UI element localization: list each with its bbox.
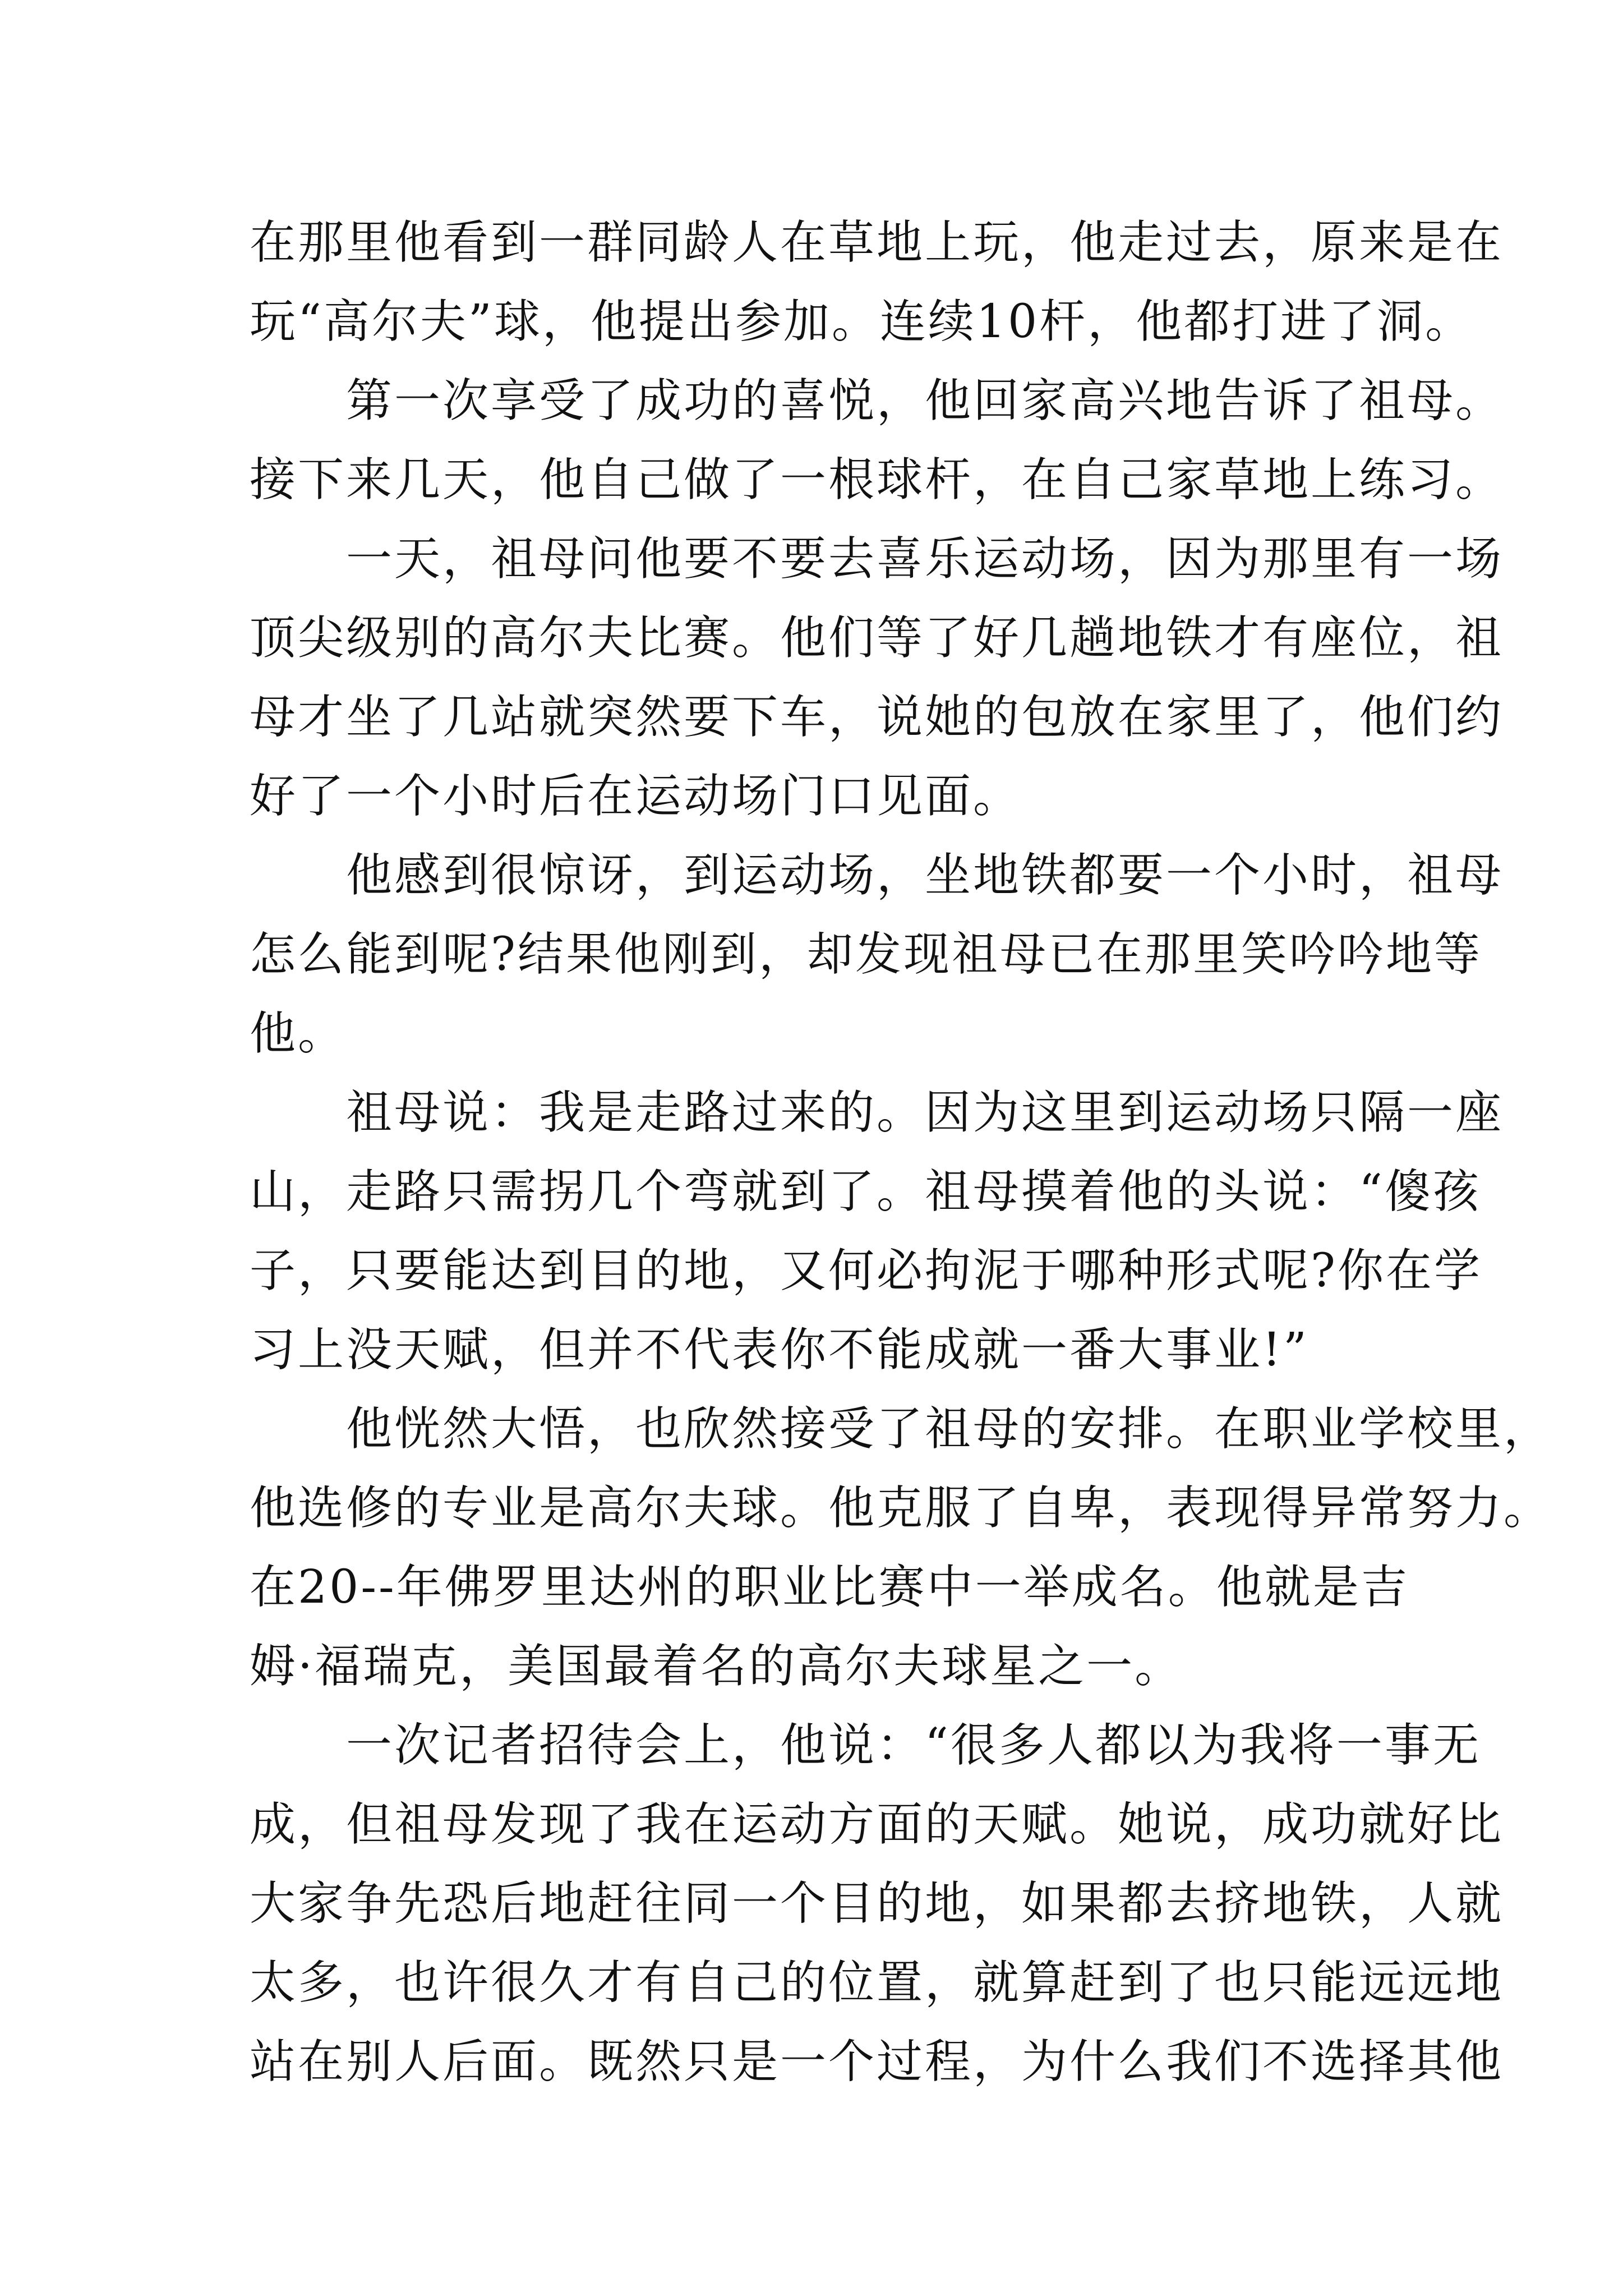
text-line: 玩“高尔夫”球，他提出参加。连续10杆，他都打进了洞。	[250, 295, 1474, 348]
text-line: 他恍然大悟，也欣然接受了祖母的安排。在职业学校里，	[250, 1402, 1552, 1456]
text-line: 在20--年佛罗里达州的职业比赛中一举成名。他就是吉	[250, 1561, 1409, 1614]
text-line: 他感到很惊讶，到运动场，坐地铁都要一个小时，祖母	[250, 849, 1504, 902]
text-line: 他选修的专业是高尔夫球。他克服了自卑，表现得异常努力。	[250, 1481, 1552, 1535]
text-line: 子，只要能达到目的地，又何必拘泥于哪种形式呢?你在学	[250, 1244, 1482, 1297]
text-line: 一天，祖母问他要不要去喜乐运动场，因为那里有一场	[250, 532, 1504, 586]
text-line: 好了一个小时后在运动场门口见面。	[250, 770, 1022, 823]
text-line: 祖母说：我是走路过来的。因为这里到运动场只隔一座	[250, 1086, 1504, 1139]
text-line: 在那里他看到一群同龄人在草地上玩，他走过去，原来是在	[250, 216, 1504, 269]
text-line: 成，但祖母发现了我在运动方面的天赋。她说，成功就好比	[250, 1798, 1504, 1851]
text-line: 大家争先恐后地赶往同一个目的地，如果都去挤地铁，人就	[250, 1877, 1504, 1930]
document-body	[250, 203, 1552, 2101]
text-line: 山，走路只需拐几个弯就到了。祖母摸着他的头说：“傻孩	[250, 1165, 1481, 1218]
text-line: 接下来几天，他自己做了一根球杆，在自己家草地上练习。	[250, 453, 1504, 507]
text-line: 姆·福瑞克，美国最着名的高尔夫球星之一。	[250, 1640, 1183, 1693]
text-line: 怎么能到呢?结果他刚到，却发现祖母已在那里笑吟吟地等	[250, 928, 1482, 981]
text-line: 第一次享受了成功的喜悦，他回家高兴地告诉了祖母。	[250, 374, 1504, 427]
text-line: 太多，也许很久才有自己的位置，就算赶到了也只能远远地	[250, 1956, 1504, 2009]
text-line: 习上没天赋，但并不代表你不能成就一番大事业!”	[250, 1323, 1309, 1377]
text-line: 站在别人后面。既然只是一个过程，为什么我们不选择其他	[250, 2035, 1504, 2088]
text-line: 顶尖级别的高尔夫比赛。他们等了好几趟地铁才有座位，祖	[250, 611, 1504, 665]
text-line: 母才坐了几站就突然要下车，说她的包放在家里了，他们约	[250, 691, 1504, 744]
text-line: 一次记者招待会上，他说：“很多人都以为我将一事无	[250, 1719, 1481, 1772]
text-line: 他。	[250, 1007, 347, 1060]
